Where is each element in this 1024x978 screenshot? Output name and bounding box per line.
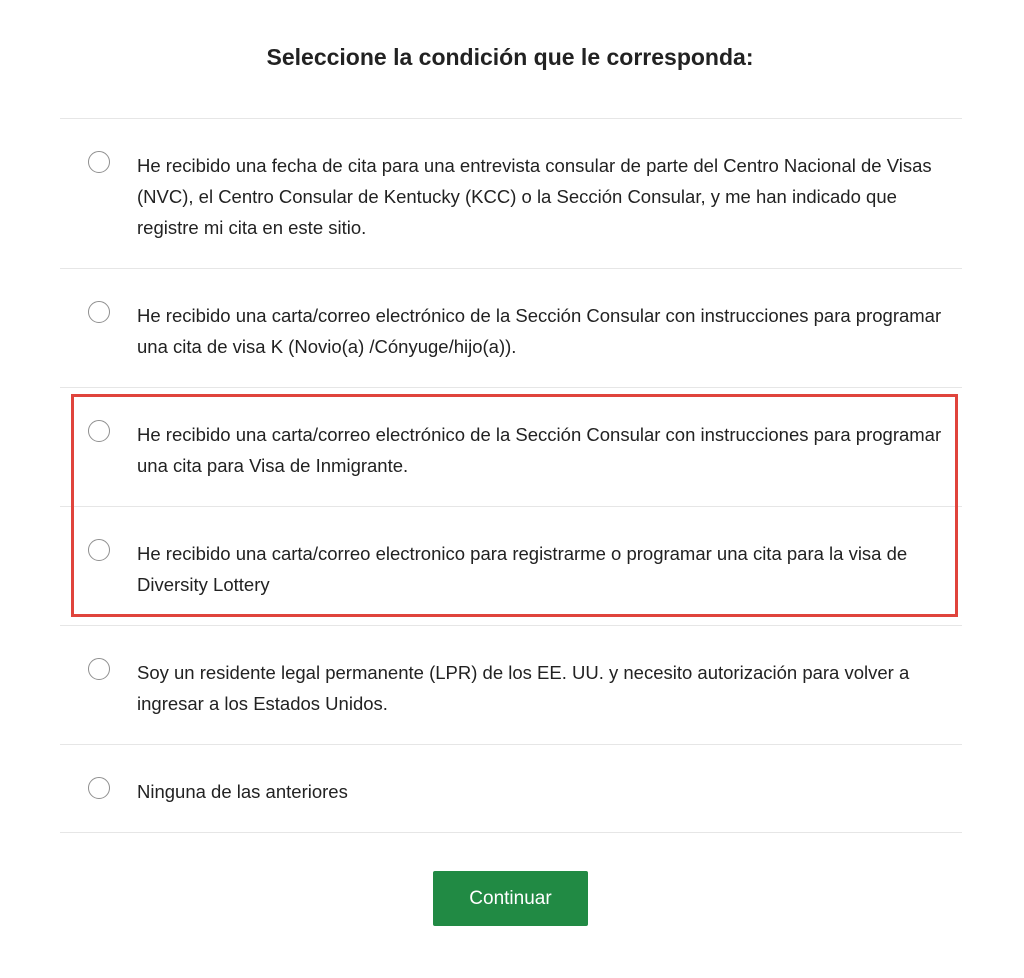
radio-button[interactable] [88,777,110,799]
option-diversity-lottery[interactable] [60,507,962,625]
option-lpr-reentry[interactable] [60,626,962,744]
divider [60,832,962,833]
option-label: He recibido una fecha de cita para una entrevista consular de parte del Centro Nacional de Visas (NVC), el Centro Consular de Kentucky (KCC) o la Sección Consular, y me han indicado que registre mi cita en este sitio. [137,155,932,238]
continue-button[interactable]: Continuar [433,871,588,926]
radio-button[interactable] [88,420,110,442]
radio-button[interactable] [88,151,110,173]
option-label: He recibido una carta/correo electronico para registrarme o programar una cita para la visa de Diversity Lottery [137,543,908,595]
option-label: He recibido una carta/correo electrónico de la Sección Consular con instrucciones para programar una cita de visa K (Novio(a) /Cónyuge/hijo(a)). [137,305,942,357]
option-consular-appointment[interactable] [60,119,962,268]
page-title: Seleccione la condición que le corresponda: [266,44,754,70]
option-k-visa[interactable] [60,269,962,387]
option-none[interactable] [60,745,962,832]
radio-button[interactable] [88,658,110,680]
option-label: He recibido una carta/correo electrónico de la Sección Consular con instrucciones para programar una cita para Visa de Inmigrante. [137,424,942,476]
option-immigrant-visa[interactable] [60,388,962,506]
option-label: Ninguna de las anteriores [137,781,348,802]
radio-button[interactable] [88,539,110,561]
option-label: Soy un residente legal permanente (LPR) de los EE. UU. y necesito autorización para volver a ingresar a los Estados Unidos. [137,662,910,714]
radio-button[interactable] [88,301,110,323]
